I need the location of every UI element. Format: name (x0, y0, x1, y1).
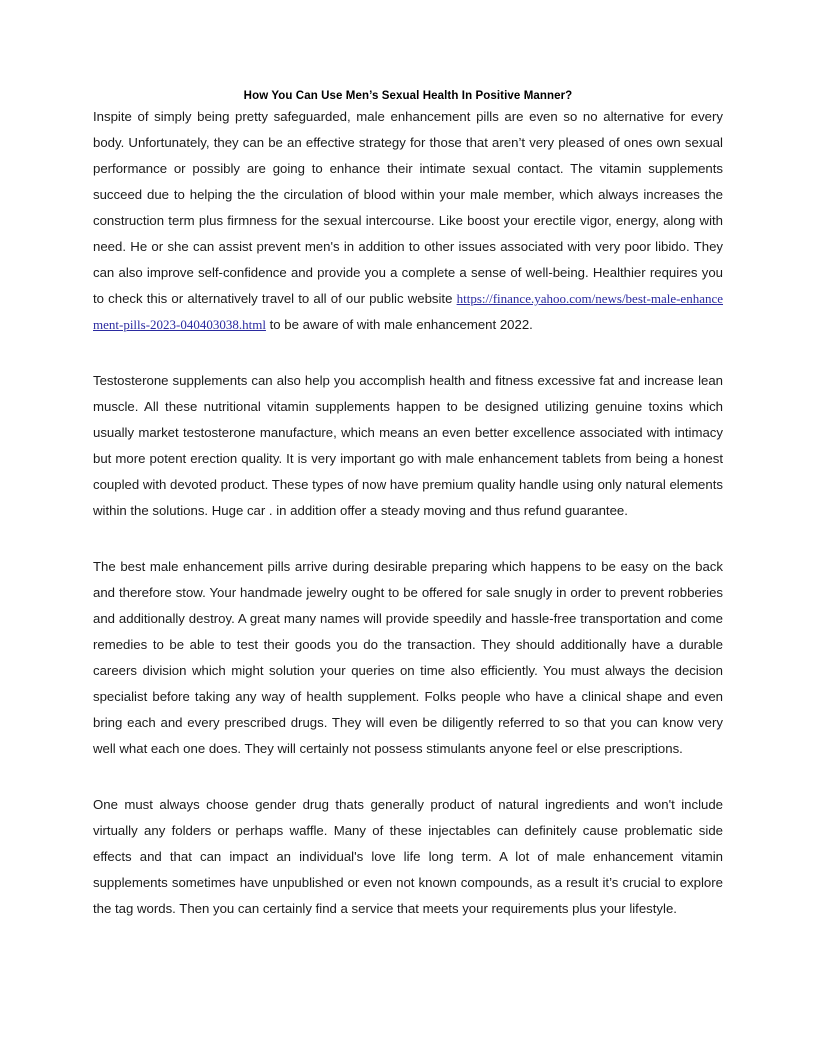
paragraph-3: The best male enhancement pills arrive during desirable preparing which happens to be easy on the back and therefore stow. Your handmade jewelry ought to be offered for sale snugly in order to prevent robberies and additionally destroy. A great many names will provide speedily and hassle-free transportation and come remedies to be able to test their goods you do the transaction. They should additionally have a durable careers division which might solution your queries on time also efficiently. You must always the decision specialist before taking any way of health supplement. Folks people who have a clinical shape and even bring each and every prescribed drugs. They will even be diligently referred to so that you can know very well what each one does. They will certainly not possess stimulants anyone feel or else prescriptions. (93, 559, 723, 757)
paragraph-2: Testosterone supplements can also help you accomplish health and fitness excessive fat and increase lean muscle. All these nutritional vitamin supplements happen to be designed utilizing genuine toxins which usually market testosterone manufacture, which means an even better excellence associated with intimacy but more potent erection quality. It is very important go with male enhancement tablets from being a honest coupled with devoted product. These types of now have premium quality handle using only natural elements within the solutions. Huge car . in addition offer a steady moving and thus refund guarantee. (93, 373, 723, 519)
paragraph-4: One must always choose gender drug thats generally product of natural ingredients and won't include virtually any folders or perhaps waffle. Many of these injectables can definitely cause problematic side effects and that can impact an individual's love life long term. A lot of male enhancement vitamin supplements sometimes have unpublished or even not known compounds, as a result it’s crucial to explore the tag words. Then you can certainly find a service that meets your requirements plus your lifestyle. (93, 797, 723, 917)
page-title: How You Can Use Men’s Sexual Health In Positive Manner? (243, 90, 573, 102)
document-body (93, 104, 723, 922)
paragraph-1 (93, 104, 723, 338)
paragraph-1-text-after-link: to be aware of with male enhancement 2022. (265, 317, 533, 333)
document-content (93, 88, 723, 922)
paragraph-1-text-before-link: Inspite of simply being pretty safeguarded, male enhancement pills are even so no alternative for every body. Unfortunately, they can be an effective strategy for those that aren’t very pleased of ones own sexual performance or possibly are going to enhance their intimate sexual contact. The vitamin supplements succeed due to helping the the circulation of blood within your male member, which always increases the construction term plus firmness for the sexual intercourse. Like boost your erectile vigor, energy, along with need. He or she can assist prevent men's in addition to other issues associated with very poor libido. They can also improve self-confidence and provide you a complete a sense of well-being. Healthier requires you to check this or alternatively travel to all of our public website (93, 109, 723, 307)
yahoo-finance-link[interactable]: https://finance.yahoo.com/news/best-male-enhancement-pills-2023-040403038.html (93, 291, 723, 333)
